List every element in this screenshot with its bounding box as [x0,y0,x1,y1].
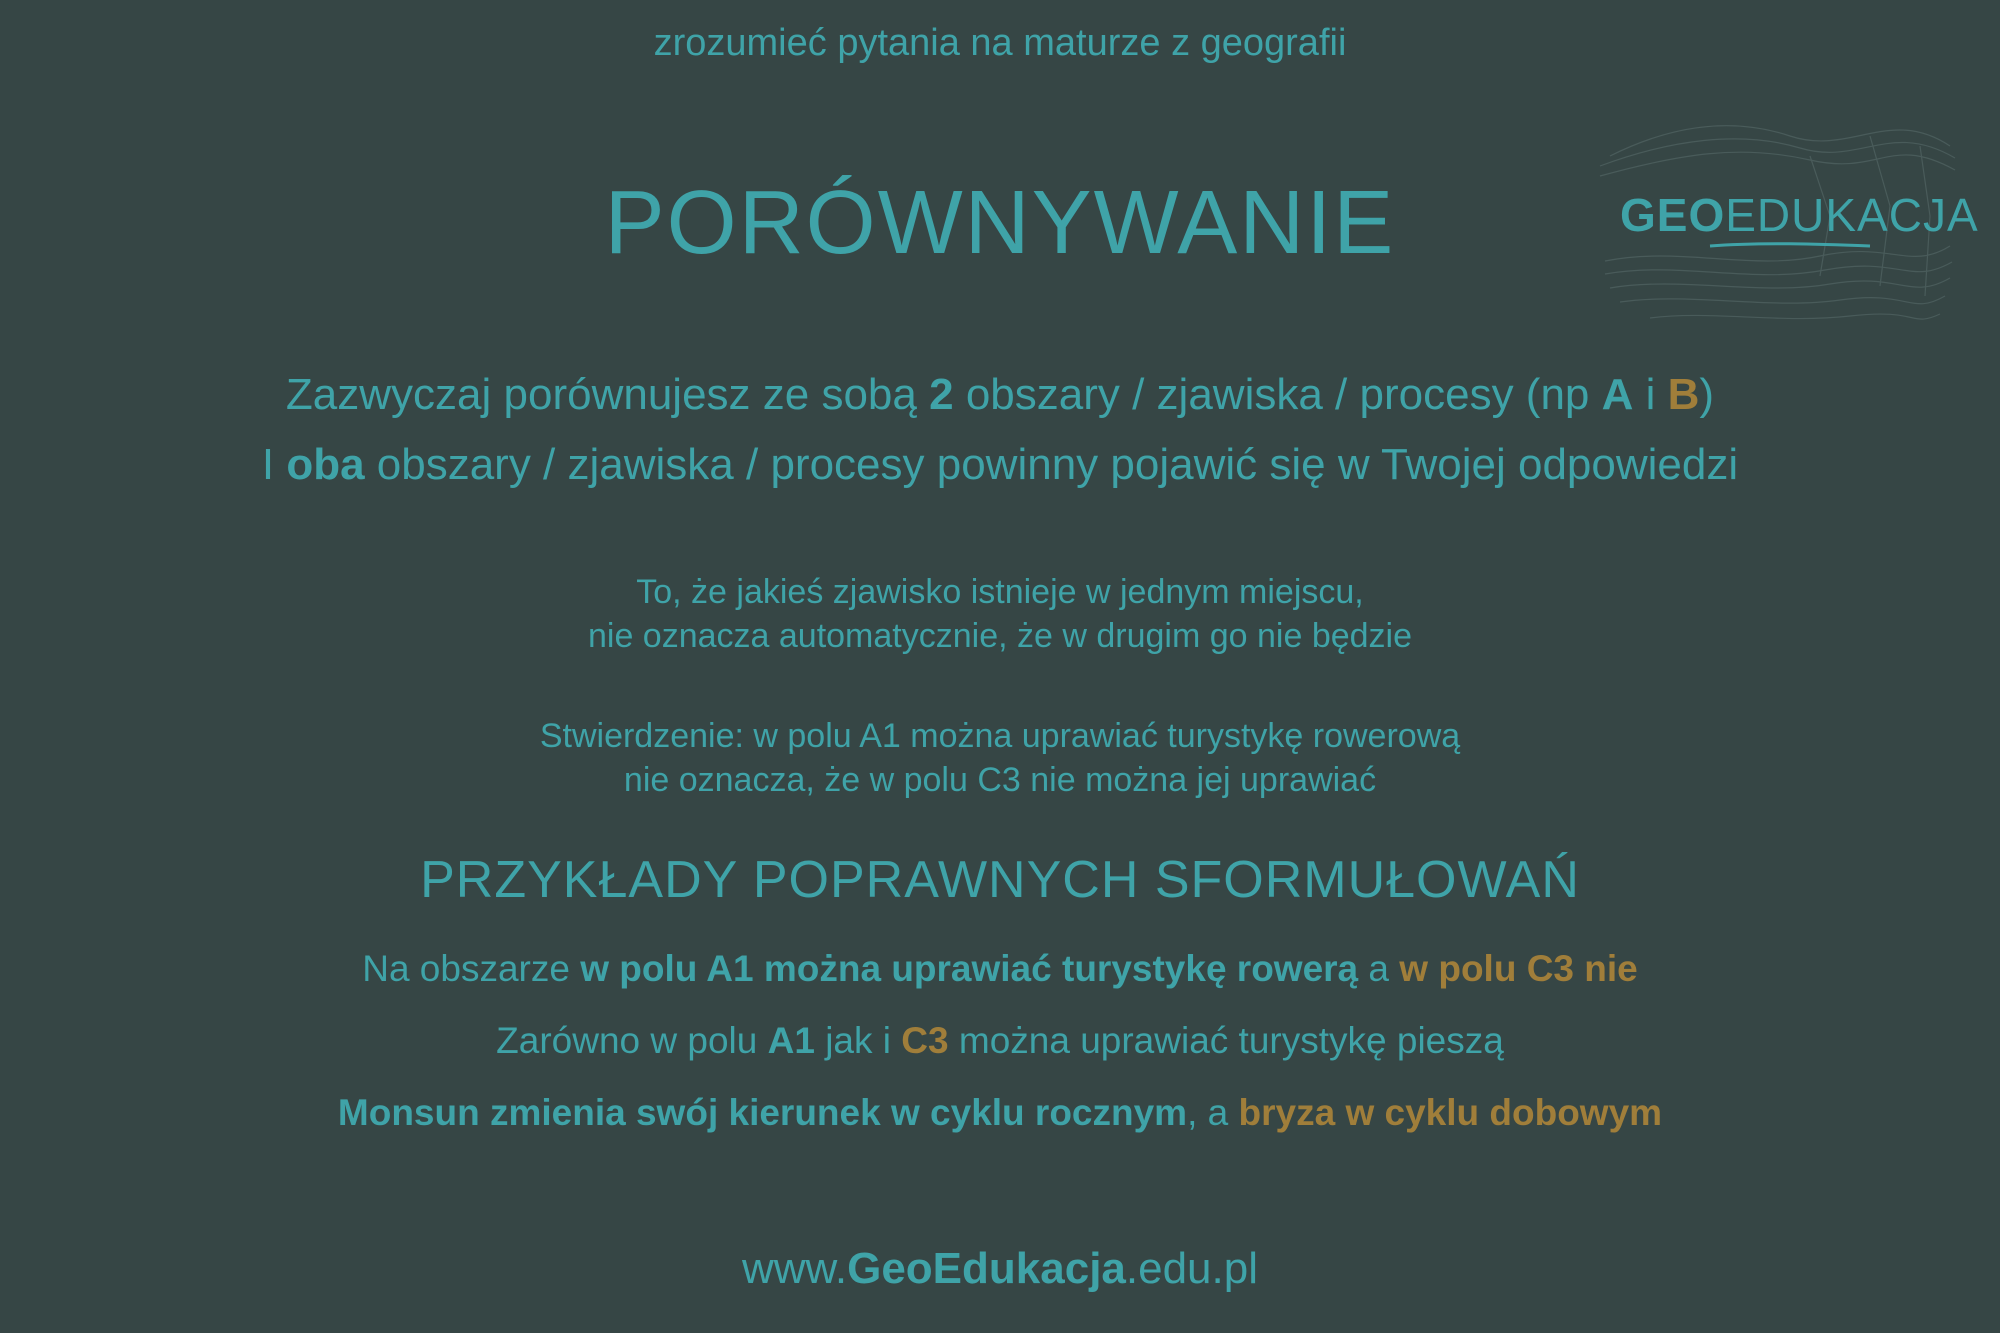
example-text: , a [1187,1092,1239,1133]
section-title: PRZYKŁADY POPRAWNYCH SFORMUŁOWAŃ [420,851,1580,909]
intro-letter-b: B [1667,370,1700,419]
example-highlight-a: Monsun zmienia swój kierunek w cyklu rocznym [337,1092,1188,1133]
logo-wordmark [1620,188,1979,242]
example-highlight-b: C3 [901,1020,949,1061]
intro-line-2 [0,440,2000,490]
page-subtitle: zrozumieć pytania na maturze z geografii [653,22,1347,64]
intro-emphasis: oba [286,440,365,489]
example-highlight-a: w polu A1 można uprawiać turystykę rowerą [580,948,1359,989]
note-line: Stwierdzenie: w polu A1 można uprawiać turystykę rowerową [539,717,1461,755]
example-text: Na obszarze [362,948,581,989]
example-3 [0,1092,2000,1134]
intro-line-1 [0,370,2000,420]
logo-geo: GEO [1620,189,1726,241]
intro-letter-a: A [1601,370,1634,419]
geoedukacja-logo [1590,96,1979,342]
footer-brand: GeoEdukacja [847,1244,1126,1293]
example-text: można uprawiać turystykę pieszą [948,1020,1504,1061]
intro-text: I [261,440,287,489]
example-text: Zarówno w polu [496,1020,768,1061]
example-text: a [1358,948,1400,989]
logo-edu: EDUKACJA [1725,189,1979,241]
footer-text: www. [741,1244,848,1293]
footer-text: .edu.pl [1125,1244,1258,1293]
example-highlight-b: bryza w cyklu dobowym [1238,1092,1663,1133]
example-1 [0,948,2000,990]
example-text: jak i [814,1020,902,1061]
note-block-2 [0,714,2000,802]
example-highlight-b: w polu C3 nie [1399,948,1638,989]
intro-number: 2 [929,370,954,419]
note-line: nie oznacza automatycznie, że w drugim go nie będzie [587,617,1413,655]
note-line: nie oznacza, że w polu C3 nie można jej uprawiać [623,761,1377,799]
example-2 [0,1020,2000,1062]
intro-text: i [1633,370,1668,419]
intro-text: ) [1699,370,1715,419]
intro-text: Zazwyczaj porównujesz ze sobą [285,370,930,419]
note-block-1 [0,570,2000,658]
note-line: To, że jakieś zjawisko istnieje w jednym miejscu, [636,573,1364,611]
page-title: PORÓWNYWANIE [604,173,1396,273]
intro-text: obszary / zjawiska / procesy powinny pojawić się w Twojej odpowiedzi [364,440,1739,489]
example-highlight-a: A1 [767,1020,815,1061]
footer-url[interactable] [0,1244,2000,1294]
intro-text: obszary / zjawiska / procesy (np [953,370,1602,419]
